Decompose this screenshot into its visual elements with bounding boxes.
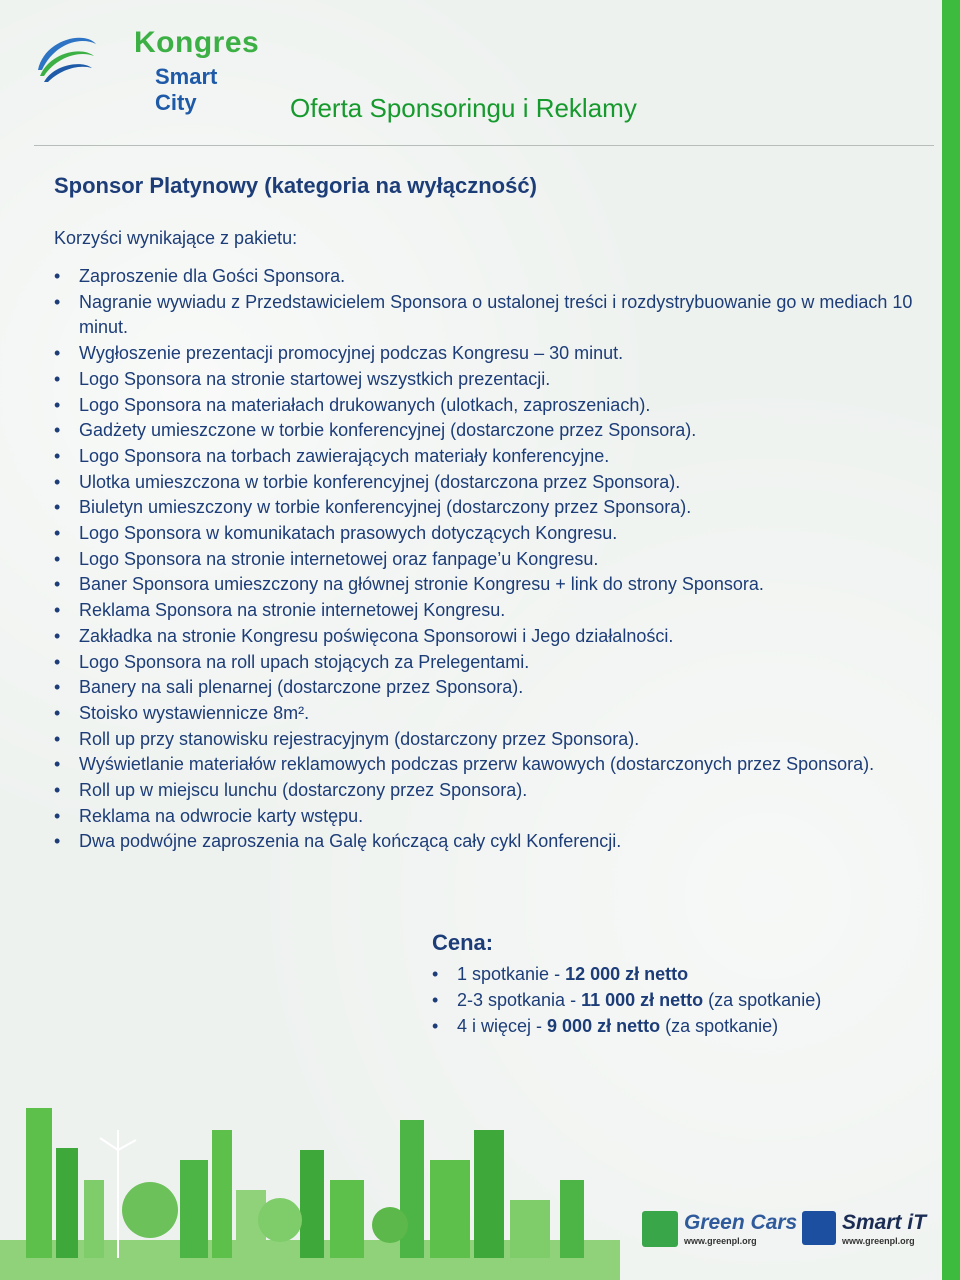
green-cars-icon <box>642 1211 678 1247</box>
price-label: 2-3 spotkania - <box>457 990 582 1010</box>
intro-text: Korzyści wynikające z pakietu: <box>54 228 298 248</box>
price-amount: 11 000 zł netto <box>581 990 704 1010</box>
smart-it-name: Smart iT <box>842 1211 927 1234</box>
price-item <box>432 1013 821 1039</box>
benefit-item: • Baner Sponsora umieszczony na głównej stronie Kongresu + link do strony Sponsora. <box>54 572 924 598</box>
price-note: (za spotkanie) <box>703 990 822 1010</box>
benefit-item: • Dwa podwójne zaproszenia na Galę kończącą cały cykl Konferencji. <box>54 829 924 855</box>
price-title: Cena: <box>432 930 494 955</box>
benefit-item: • Ulotka umieszczona w torbie konferencyjnej (dostarczona przez Sponsora). <box>54 470 924 496</box>
benefit-item: • Roll up w miejscu lunchu (dostarczony przez Sponsora). <box>54 778 924 804</box>
price-label: 4 i więcej - <box>457 1016 548 1036</box>
benefit-item: • Wyświetlanie materiałów reklamowych podczas przerw kawowych (dostarczonych przez Sponsora). <box>54 752 924 778</box>
price-note: (za spotkanie) <box>660 1016 779 1036</box>
price-label: 1 spotkanie - <box>457 964 566 984</box>
accent-bar <box>942 0 960 1280</box>
benefit-item: • Biuletyn umieszczony w torbie konferencyjnej (dostarczony przez Sponsora). <box>54 495 924 521</box>
green-cars-url: www.greenpl.org <box>684 1236 757 1246</box>
price-item <box>432 987 821 1013</box>
partner-logos <box>640 1205 940 1265</box>
kongres-logo <box>34 22 260 115</box>
benefit-item: • Logo Sponsora na roll upach stojących za Prelegentami. <box>54 650 924 676</box>
benefit-item: • Nagranie wywiadu z Przedstawicielem Sponsora o ustalonej treści i rozdystrybuowanie go w mediach 10 minut. <box>54 290 924 341</box>
benefit-item: • Stoisko wystawiennicze 8m². <box>54 701 924 727</box>
logo-subtitle: Smart City <box>155 64 218 115</box>
section-title: Sponsor Platynowy (kategoria na wyłączność) <box>54 173 537 198</box>
price-list <box>432 961 821 1039</box>
benefit-item: • Gadżety umieszczone w torbie konferencyjnej (dostarczone przez Sponsora). <box>54 418 924 444</box>
benefit-item: • Logo Sponsora na torbach zawierających materiały konferencyjne. <box>54 444 924 470</box>
price-item <box>432 961 821 987</box>
benefit-item: • Roll up przy stanowisku rejestracyjnym (dostarczony przez Sponsora). <box>54 727 924 753</box>
benefit-item: • Reklama na odwrocie karty wstępu. <box>54 804 924 830</box>
benefit-item: • Logo Sponsora na materiałach drukowanych (ulotkach, zaproszeniach). <box>54 393 924 419</box>
page-title: Oferta Sponsoringu i Reklamy <box>290 93 637 123</box>
benefit-item: • Zakładka na stronie Kongresu poświęcona Sponsorowi i Jego działalności. <box>54 624 924 650</box>
benefit-item: • Logo Sponsora na stronie startowej wszystkich prezentacji. <box>54 367 924 393</box>
logo-title: Kongres <box>134 26 260 59</box>
benefit-item: • Reklama Sponsora na stronie internetowej Kongresu. <box>54 598 924 624</box>
green-cars-name: Green Cars <box>684 1211 798 1234</box>
logo-swoosh-icon <box>34 30 98 90</box>
smart-it-url: www.greenpl.org <box>842 1236 915 1246</box>
smart-it-icon <box>802 1211 836 1245</box>
header-divider <box>34 145 934 146</box>
price-amount: 9 000 zł netto <box>547 1016 661 1036</box>
benefit-item: • Zaproszenie dla Gości Sponsora. <box>54 264 924 290</box>
benefit-item: • Wygłoszenie prezentacji promocyjnej podczas Kongresu – 30 minut. <box>54 341 924 367</box>
benefit-item: • Logo Sponsora na stronie internetowej oraz fanpage’u Kongresu. <box>54 547 924 573</box>
city-skyline-illustration <box>0 1090 620 1280</box>
benefit-item: • Banery na sali plenarnej (dostarczone przez Sponsora). <box>54 675 924 701</box>
benefit-item: • Logo Sponsora w komunikatach prasowych dotyczących Kongresu. <box>54 521 924 547</box>
price-amount: 12 000 zł netto <box>565 964 689 984</box>
benefits-list <box>54 264 924 855</box>
